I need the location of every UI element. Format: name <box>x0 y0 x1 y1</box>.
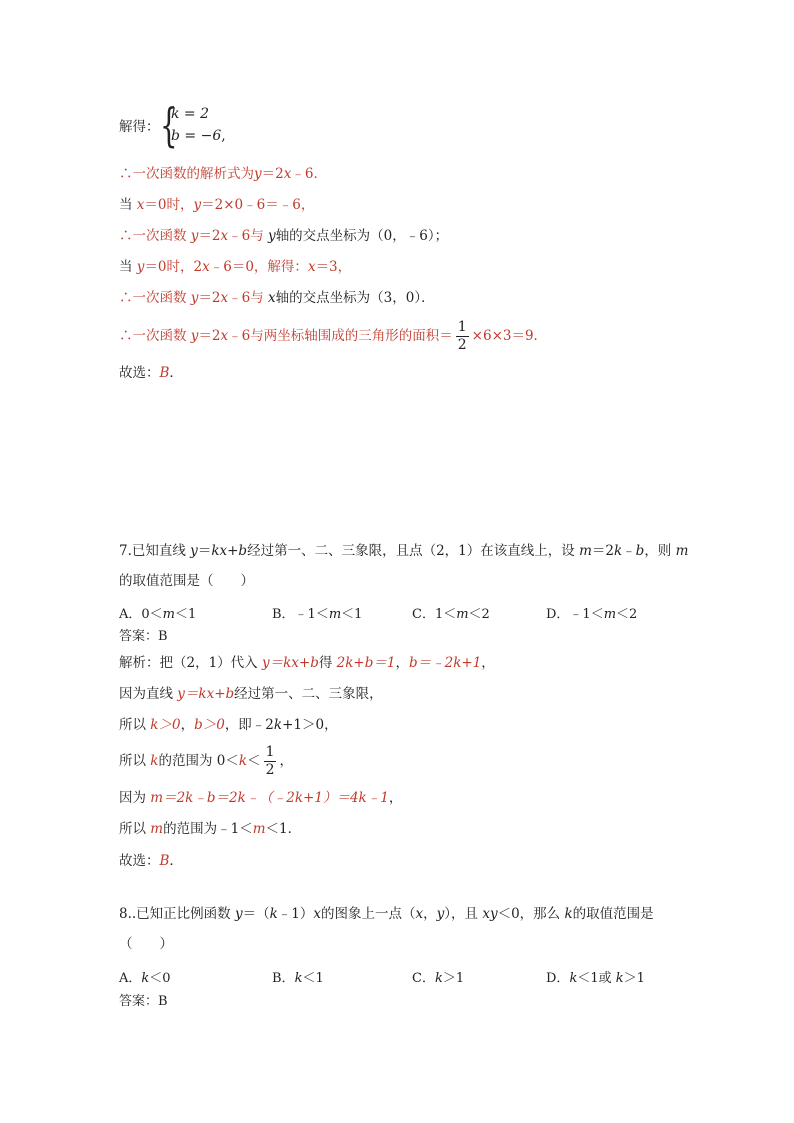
brace-symbol: { <box>160 98 178 152</box>
q7-stem-line2: 的取值范围是（ ） <box>119 573 254 589</box>
q8-option-a[interactable]: A．k＜0 <box>119 971 171 986</box>
q7-explain-line4: 所以 k的范围为 0＜k＜ $\frac{1}{2}$ ， <box>119 744 293 778</box>
q7-option-b[interactable]: B．﹣1＜m＜1 <box>272 607 363 622</box>
system-eq-b: b = −6, <box>171 128 226 144</box>
system-eq-k: k = 2 <box>171 106 210 122</box>
q7-option-c[interactable]: C．1＜m＜2 <box>412 607 490 622</box>
q7-option-d[interactable]: D．﹣1＜m＜2 <box>546 607 638 622</box>
solve-label: 解得： <box>119 119 160 135</box>
equation-system <box>160 98 230 152</box>
x-zero-line: 当 x＝0时，y＝2×0﹣6＝﹣6， <box>119 197 315 213</box>
q7-answer: 答案：B <box>119 629 168 644</box>
q8-option-b[interactable]: B．k＜1 <box>272 971 324 986</box>
q8-stem-line2: （ ） <box>119 936 173 952</box>
choice-line: 故选：B． <box>119 365 183 381</box>
fraction-half-q7: $\frac{1}{2}$ <box>265 744 275 778</box>
q7-explain-line6: 所以 m的范围为﹣1＜m＜1． <box>119 821 302 837</box>
y-axis-intersection-line: ∴一次函数 y＝2x﹣6与 y轴的交点坐标为（0，﹣6）； <box>119 228 449 244</box>
q7-option-a[interactable]: A．0＜m＜1 <box>119 607 197 622</box>
y-zero-line: 当 y＝0时，2x﹣6＝0，解得：x＝3， <box>119 259 352 275</box>
q7-stem-line1: 7.已知直线 y＝kx+b经过第一、二、三象限，且点（2，1）在该直线上，设 m＝2k﹣b，则 m <box>119 543 689 559</box>
q7-choice-line: 故选：B． <box>119 853 183 869</box>
q7-explain-line5: 因为 m＝2k﹣b＝2k﹣（﹣2k+1）＝4k﹣1， <box>119 790 403 806</box>
triangle-area-line: ∴一次函数 y＝2x﹣6与两坐标轴围成的三角形的面积＝ $\frac{1}{2}$ ×6×3＝9． <box>119 319 548 353</box>
q7-explain-line3: 所以 k＞0，b＞0，即﹣2k+1＞0， <box>119 717 338 733</box>
q8-answer: 答案：B <box>119 994 168 1009</box>
analytic-expression-line: ∴一次函数的解析式为y＝2x﹣6． <box>119 166 327 182</box>
x-axis-intersection-line: ∴一次函数 y＝2x﹣6与 x轴的交点坐标为（3，0）． <box>119 290 435 306</box>
q8-stem-line1: 8..已知正比例函数 y＝（k﹣1）x的图象上一点（x，y），且 xy＜0，那么 k的取值范围是 <box>119 906 654 922</box>
q8-option-d[interactable]: D．k＜1或 k＞1 <box>546 971 645 986</box>
q7-explain-line2: 因为直线 y＝kx+b经过第一、二、三象限， <box>119 686 383 702</box>
fraction-half: $\frac{1}{2}$ <box>457 319 467 353</box>
q8-option-c[interactable]: C．k＞1 <box>412 971 465 986</box>
q7-explain-line1: 解析：把（2，1）代入 y＝kx+b得 2k+b＝1，b＝﹣2k+1， <box>119 655 495 671</box>
